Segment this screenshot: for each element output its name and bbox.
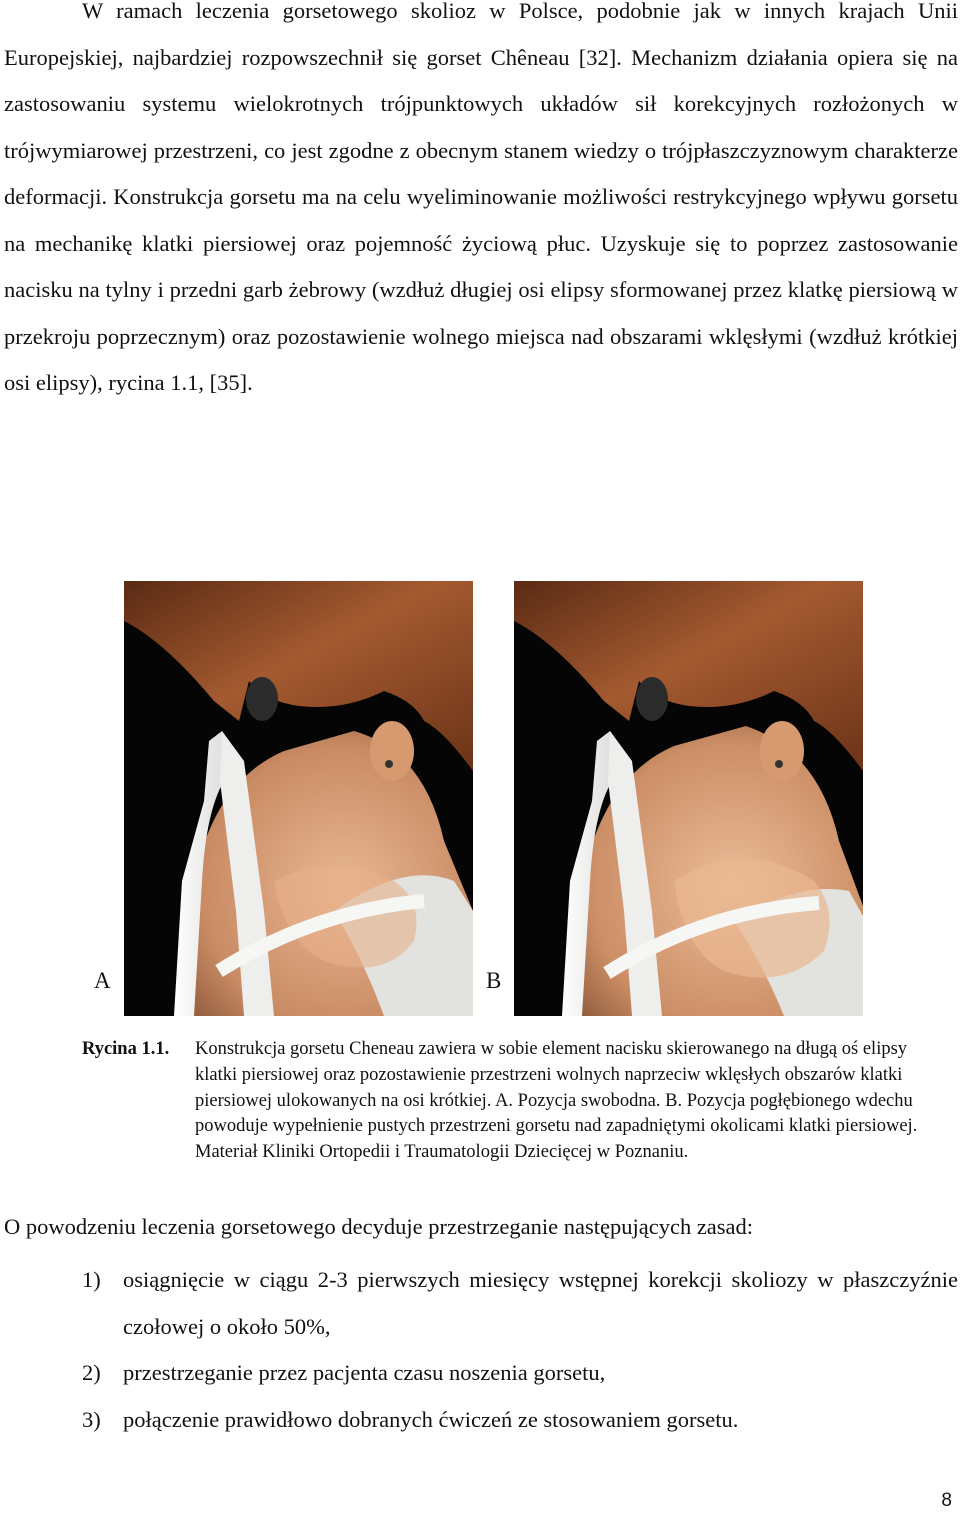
principles-lead: O powodzeniu leczenia gorsetowego decyduje przestrzeganie następujących zasad: — [4, 1214, 754, 1239]
photo-a-illustration — [124, 581, 473, 1016]
list-item-number: 2) — [82, 1360, 101, 1385]
figure-caption — [82, 1037, 942, 1166]
list-item — [0, 1257, 960, 1350]
page-number: 8 — [941, 1490, 952, 1511]
panel-label-b: B — [486, 968, 502, 993]
photo-a-relaxed-position — [124, 581, 473, 1016]
list-item-number: 3) — [82, 1406, 101, 1432]
list-item-text: połączenie prawidłowo dobranych ćwiczeń ze stosowaniem gorsetu. — [123, 1406, 739, 1432]
panel-label-a: A — [94, 968, 111, 993]
principles-list — [0, 1257, 960, 1443]
photo-b-deep-inhalation — [514, 581, 863, 1016]
figure-1-1 — [0, 578, 960, 1020]
caption-text: Konstrukcja gorsetu Cheneau zawiera w sobie element nacisku skierowanego na długą oś elipsy klatki piersiowej oraz pozostawienie przestrzeni wolnych naprzeciw wklęsłych obszarów klatki piersiowej ulokowanych na osi krótkiej. A. Pozycja swobodna. B. Pozycja pogłębionego wdechu powoduje wypełnienie pustych przestrzeni gorsetu nad zapadniętymi okolicami klatki piersiowej. Materiał Kliniki Ortopedii i Traumatologii Dziecięcej w Poznaniu. — [195, 1039, 918, 1163]
list-item — [0, 1397, 960, 1444]
list-item-number: 1) — [82, 1267, 101, 1292]
caption-label: Rycina 1.1. — [82, 1039, 170, 1059]
list-item-text: przestrzeganie przez pacjenta czasu noszenia gorsetu, — [123, 1360, 606, 1385]
body-paragraph: W ramach leczenia gorsetowego skolioz w Polsce, podobnie jak w innych krajach Unii Europejskiej, najbardziej rozpowszechnił się gorset Chêneau [32]. Mechanizm działania opiera się na zastosowaniu systemu wielokrotnych trójpunktowych układów sił korekcyjnych rozłożonych w trójwymiarowej przestrzeni, co jest zgodne z obecnym stanem wiedzy o trójpłaszczyznowym charakterze deformacji. Konstrukcja gorsetu ma na celu wyeliminowanie możliwości restrykcyjnego wpływu gorsetu na mechanikę klatki piersiowej oraz pojemność życiową płuc. Uzyskuje się to poprzez zastosowanie nacisku na tylny i przedni garb żebrowy (wzdłuż długiej osi elipsy sformowanej przez klatkę piersiową w przekroju poprzecznym) oraz pozostawienie wolnego miejsca nad obszarami wklęsłymi (wzdłuż krótkiej osi elipsy), rycina 1.1, [35]. — [4, 0, 958, 395]
list-item — [0, 1350, 960, 1397]
list-item-text: osiągnięcie w ciągu 2-3 pierwszych miesięcy wstępnej korekcji skoliozy w płaszczyźnie czołowej o około 50%, — [123, 1267, 958, 1339]
photo-b-illustration — [514, 581, 863, 1016]
